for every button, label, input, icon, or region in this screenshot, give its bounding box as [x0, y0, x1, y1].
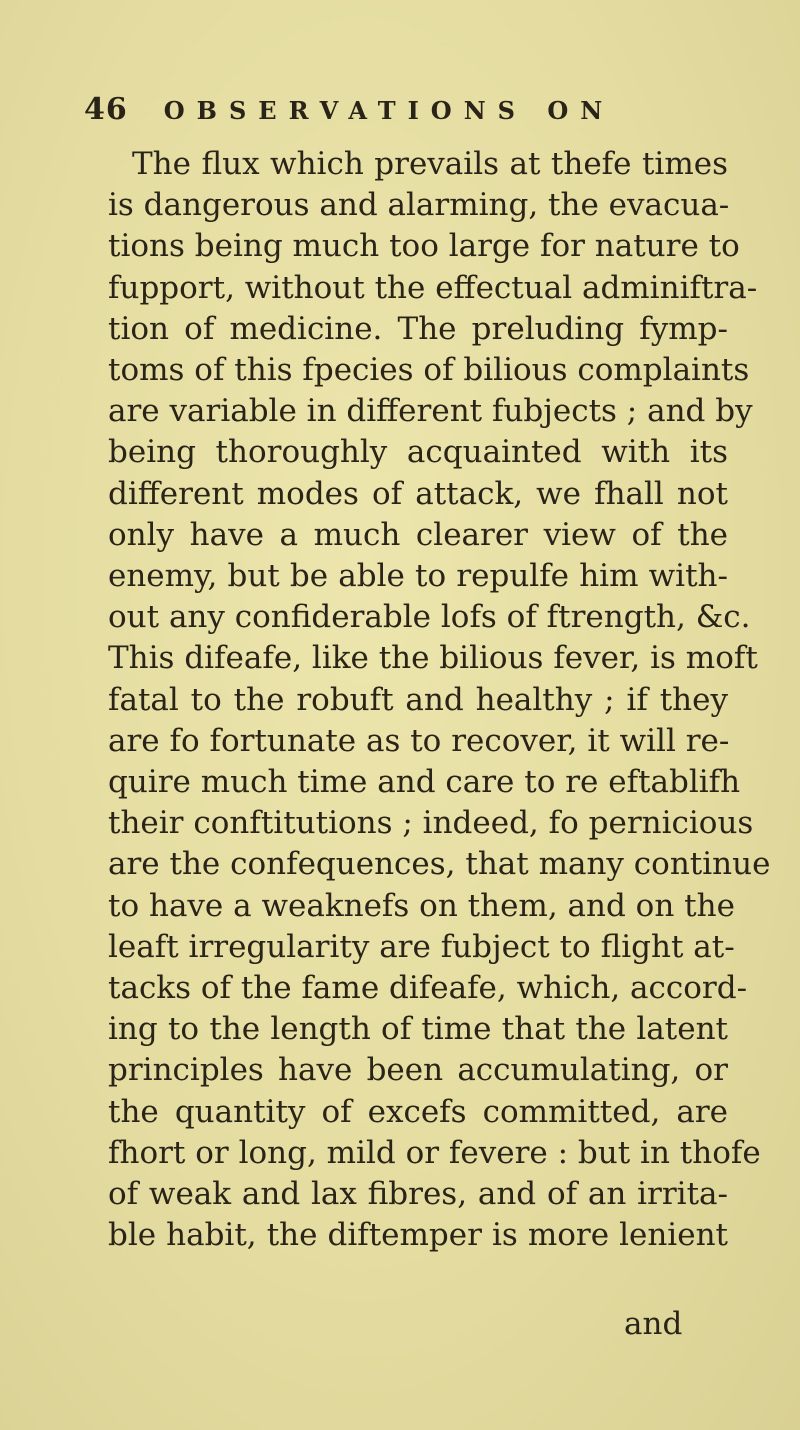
text-line: are variable in different fubjects ; and by [108, 393, 753, 430]
catchword: and [624, 1306, 683, 1342]
running-head: OBSERVATIONS ON [163, 96, 615, 125]
text-line: being thoroughly acquainted with its [108, 434, 728, 471]
text-line: of weak and lax fibres, and of an irrita- [108, 1176, 728, 1213]
text-line: The flux which prevails at thefe times [132, 146, 728, 182]
text-line: This difeafe, like the bilious fever, is moft [108, 640, 758, 677]
page-number: 46 [84, 92, 128, 127]
text-line: are the confequences, that many continue [108, 846, 771, 883]
text-line: principles have been accumulating, or [108, 1052, 728, 1089]
text-line: are fo fortunate as to recover, it will re- [108, 722, 730, 759]
text-line: their conftitutions ; indeed, fo pernicious [108, 805, 754, 842]
text-line: quire much time and care to re eftablifh [108, 764, 741, 801]
text-line: tion of medicine. The preluding fymp- [108, 310, 728, 347]
text-line: tacks of the fame difeafe, which, accord- [108, 970, 748, 1007]
text-line: ble habit, the diftemper is more lenient [108, 1217, 728, 1254]
text-line: enemy, but be able to repulfe him with- [108, 558, 728, 595]
text-line: ing to the length of time that the latent [108, 1011, 728, 1048]
text-line: out any confiderable lofs of ftrength, &c. [108, 599, 751, 636]
text-line: fhort or long, mild or fevere : but in thofe [108, 1134, 761, 1171]
text-line: toms of this fpecies of bilious complaints [108, 352, 750, 389]
text-line: different modes of attack, we fhall not [108, 475, 728, 512]
text-line: tions being much too large for nature to [108, 228, 740, 265]
body-text [108, 144, 771, 1256]
text-line: leaft irregularity are fubject to flight at- [108, 928, 735, 965]
text-line: to have a weaknefs on them, and on the [108, 887, 735, 924]
text-line: fupport, without the effectual adminiftra- [108, 269, 758, 306]
text-line: the quantity of excefs committed, are [108, 1093, 728, 1130]
page-header [84, 92, 680, 132]
text-line: is dangerous and alarming, the evacua- [108, 187, 730, 224]
text-line: only have a much clearer view of the [108, 516, 728, 553]
text-line: fatal to the robuft and healthy ; if they [108, 681, 728, 718]
